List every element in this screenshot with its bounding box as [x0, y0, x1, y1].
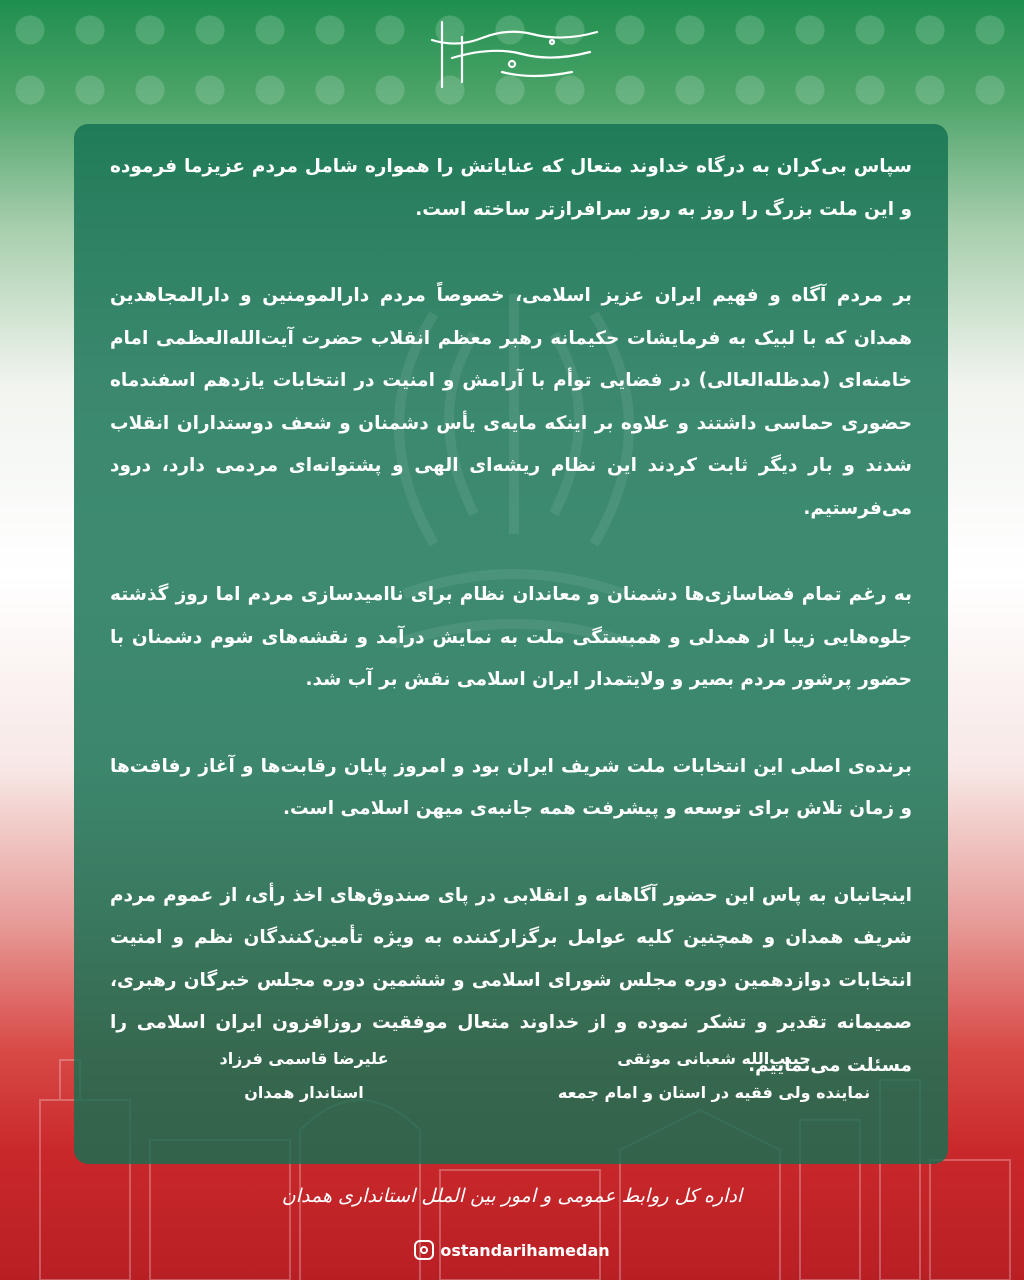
department-name: اداره کل روابط عمومی و امور بین الملل استانداری همدان [281, 1185, 743, 1207]
signature-governor [184, 1042, 424, 1110]
signature-title: استاندار همدان [244, 1083, 364, 1102]
instagram-icon [414, 1240, 434, 1260]
message-paragraph: به رغم تمام فضاسازی‌ها دشمنان و معاندان نظام برای ناامیدسازی مردم اما روز گذشته جلوه‌هایی زیبا از همدلی و همبستگی ملت به نمایش درآمد و نقشه‌های شوم دشمنان با حضور پرشور مردم بصیر و ولایتمدار ایران اسلامی نقش بر آب شد. [110, 584, 912, 690]
message-paragraph: اینجانبان به پاس این حضور آگاهانه و انقلابی در پای صندوق‌های اخذ رأی، از عموم مردم شریف همدان و همچنین کلیه عوامل برگزارکننده به ویژه تأمین‌کنندگان نظم و امنیت انتخابات دوازدهمین دوره مجلس شورای اسلامی و ششمین دوره مجلس خبرگان رهبری، صمیمانه تقدیر و تشکر نموده و از خداوند متعال موفقیت روزافزون ایران اسلامی را مسئلت می‌نماییم. [110, 884, 912, 1076]
instagram-handle-text: ostandarihamedan [440, 1240, 610, 1260]
signature-representative [554, 1042, 874, 1110]
message-paragraph: برنده‌ی اصلی این انتخابات ملت شریف ایران بود و امروز پایان رقابت‌ها و آغاز رفاقت‌ها و زمان تلاش برای توسعه و پیشرفت همه جانبه‌ی میهن اسلامی است. [110, 755, 912, 819]
message-paragraph: بر مردم آگاه و فهیم ایران عزیز اسلامی، خصوصاً مردم دارالمومنین و دارالمجاهدین همدان که با لبیک به فرمایشات حکیمانه رهبر معظم انقلاب حضرت آیت‌الله‌العظمی امام خامنه‌ای (مدظله‌العالی) در فضایی توأم با آرامش و امنیت در انتخابات یازدهم اسفندماه حضوری حماسی داشتند و علاوه بر اینکه مایه‌ی یأس دشمنان و شعف دوستداران انقلاب شدند و بار دیگر ثابت کردند این نظام ریشه‌ای الهی و پشتوانه‌ای مردمی دارد، درود می‌فرستیم. [110, 285, 912, 519]
signature-name: علیرضا قاسمی فرزاد [219, 1049, 389, 1068]
message-card [74, 124, 948, 1164]
message-paragraph: سپاس بی‌کران به درگاه خداوند متعال که عنایاتش را همواره شامل مردم عزیزما فرموده و این ملت بزرگ را روز به روز سرافرازتر ساخته است. [110, 156, 912, 220]
instagram-handle[interactable] [0, 1240, 1024, 1260]
signature-name: حبیب‌الله شعبانی موثقی [617, 1049, 811, 1068]
basmala-calligraphy [412, 12, 612, 92]
signature-title: نماینده ولی فقیه در استان و امام جمعه [557, 1083, 871, 1102]
message-body [110, 146, 912, 1131]
